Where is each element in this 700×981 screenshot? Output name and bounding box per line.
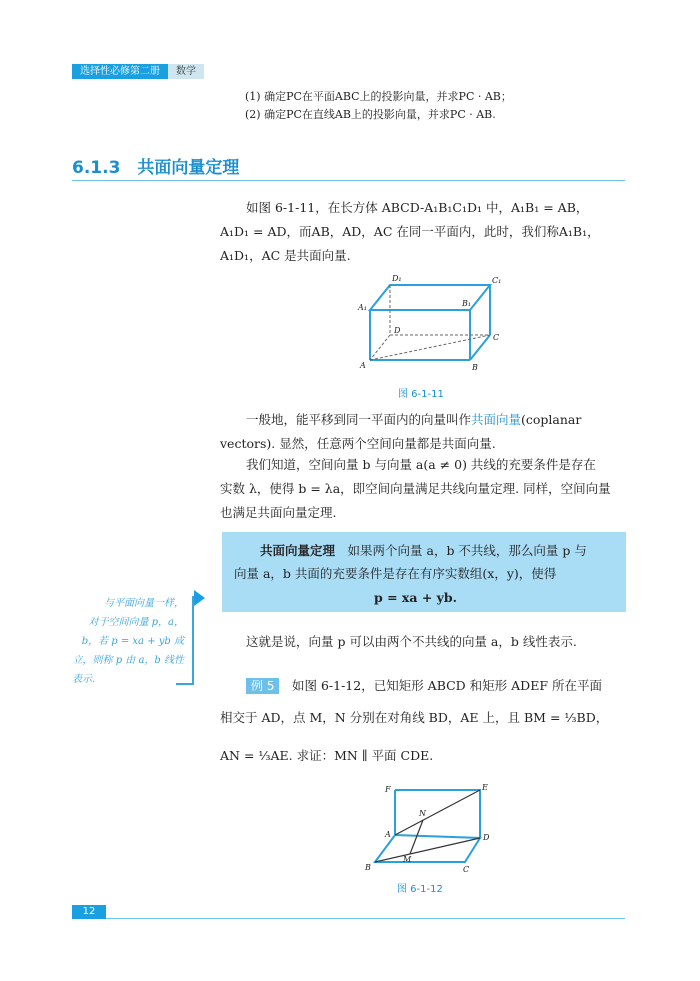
sidenote-bracket bbox=[192, 596, 194, 684]
para3: 这就是说，向量 p 可以由两个不共线的向量 a，b 线性表示. bbox=[246, 634, 577, 649]
svg-text:N: N bbox=[419, 809, 426, 818]
svg-text:B₁: B₁ bbox=[462, 299, 472, 308]
problem-1: (1) 确定PC在平面ABC上的投影向量，并求PC · AB； bbox=[245, 90, 512, 103]
svg-text:C₁: C₁ bbox=[492, 276, 502, 285]
term-coplanar: 共面向量 bbox=[471, 412, 522, 427]
intro-line: A₁D₁ = AD，而AB，AD，AC 在同一平面内，此时，我们称A₁B₁， bbox=[220, 224, 600, 239]
svg-text:D: D bbox=[483, 833, 490, 842]
sidenote: 与平面向量一样， 对于空间向量 p，a， b，若 p = xa + yb 成 立，则称 p 由 a，b 线性 表示. bbox=[72, 598, 184, 685]
subject-label: 数学 bbox=[168, 64, 204, 79]
theorem-line-1: 共面向量定理 如果两个向量 a，b 不共线，那么向量 p 与 bbox=[260, 543, 587, 558]
problem-2: (2) 确定PC在直线AB上的投影向量，并求PC · AB. bbox=[245, 108, 496, 121]
svg-text:B: B bbox=[472, 363, 478, 372]
pointer-arrow-icon bbox=[194, 590, 205, 606]
svg-text:A: A bbox=[360, 361, 366, 370]
theorem-formula: p = xa + yb. bbox=[374, 590, 458, 605]
sidenote-bracket-foot bbox=[176, 683, 194, 685]
example-tag: 例 5 bbox=[246, 678, 279, 694]
svg-text:C: C bbox=[463, 865, 470, 874]
svg-text:M: M bbox=[403, 855, 412, 864]
section-rule bbox=[72, 180, 625, 181]
intro-line: A₁D₁，AC 是共面向量. bbox=[220, 248, 351, 263]
para2-line: 也满足共面向量定理. bbox=[220, 505, 337, 520]
footer-rule bbox=[106, 918, 625, 919]
definition-line-2: vectors). 显然，任意两个空间向量都是共面向量. bbox=[220, 436, 496, 451]
section-title: 6.1.3 共面向量定理 bbox=[72, 158, 240, 178]
example-line-2: 相交于 AD，点 M，N 分别在对角线 BD，AE 上，且 BM = ⅓BD， bbox=[220, 710, 609, 725]
svg-text:B: B bbox=[365, 863, 371, 872]
theorem-title: 共面向量定理 bbox=[260, 543, 336, 558]
definition-line-1: 一般地，能平移到同一平面内的向量叫作共面向量(coplanar bbox=[246, 412, 582, 427]
figure1-caption: 图 6-1-11 bbox=[398, 389, 444, 400]
svg-text:A: A bbox=[385, 830, 391, 839]
figure-rectangles bbox=[355, 780, 495, 880]
example-line-3: AN = ⅓AE. 求证：MN ∥ 平面 CDE. bbox=[220, 748, 434, 763]
figure-cuboid bbox=[340, 270, 500, 380]
intro-line: 如图 6-1-11，在长方体 ABCD-A₁B₁C₁D₁ 中，A₁B₁ = AB， bbox=[246, 200, 589, 215]
theorem-box bbox=[222, 532, 626, 612]
svg-text:A₁: A₁ bbox=[358, 303, 367, 312]
example-line-1: 例 5 如图 6-1-12，已知矩形 ABCD 和矩形 ADEF 所在平面 bbox=[246, 674, 602, 698]
svg-text:C: C bbox=[493, 333, 500, 342]
para2-line: 实数 λ，使得 b = λa，即空间向量满足共线向量定理. 同样，空间向量 bbox=[220, 481, 611, 496]
figure2-caption: 图 6-1-12 bbox=[397, 884, 443, 895]
svg-text:E: E bbox=[482, 783, 488, 792]
svg-text:D₁: D₁ bbox=[392, 274, 402, 283]
theorem-line-2: 向量 a，b 共面的充要条件是存在有序实数组(x，y)，使得 bbox=[234, 566, 557, 581]
page-number: 12 bbox=[72, 905, 106, 919]
svg-text:F: F bbox=[385, 785, 391, 794]
para2-line: 我们知道，空间向量 b 与向量 a(a ≠ 0) 共线的充要条件是存在 bbox=[246, 457, 596, 472]
svg-text:D: D bbox=[394, 326, 401, 335]
book-label: 选择性必修第二册 bbox=[72, 64, 168, 79]
